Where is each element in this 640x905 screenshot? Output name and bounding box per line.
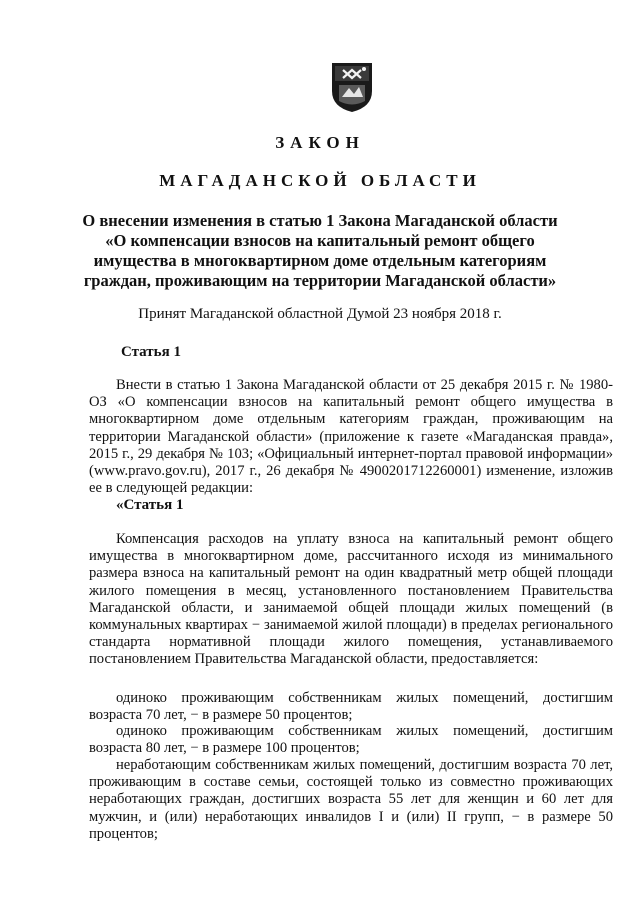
region-title: МАГАДАНСКОЙ ОБЛАСТИ <box>159 171 481 190</box>
coat-of-arms-icon <box>330 61 374 113</box>
list-item: одиноко проживающим собственникам жилых помещений, достигшим возраста 80 лет, − в размере 100 процентов; <box>89 723 613 757</box>
law-subject-text: О внесении изменения в статью 1 Закона Магаданской области «О компенсации взносов на капитальный ремонт общего имущества в многоквартирном доме отдельным категориям граждан, проживающим на территории Магаданской области» <box>82 211 558 290</box>
list-item: неработающим собственникам жилых помещений, достигшим возраста 70 лет, проживающим в составе семьи, состоящей только из совместно проживающих неработающих граждан, достигших возраста 55 лет для женщин и 60 лет для мужчин, и (или) неработающих инвалидов I и (или) II групп, − в размере 50 процентов; <box>89 757 613 842</box>
adoption-note: Принят Магаданской областной Думой 23 ноября 2018 г. <box>138 306 502 322</box>
intro-paragraph: Внести в статью 1 Закона Магаданской области от 25 декабря 2015 г. № 1980-ОЗ «О компенсации взносов на капитальный ремонт общего имущества в многоквартирном доме отдельным категориям граждан, проживающим на территории Магаданской области» (приложение к газете «Магаданская правда», 2015 г., 29 декабря № 103; «Официальный интернет-портал правовой информации» (www.pravo.gov.ru), 2017 г., 26 декабря № 4900201712260001) изменение, изложив ее в следующей редакции: <box>89 377 613 497</box>
list-item: одиноко проживающим собственникам жилых помещений, достигшим возраста 70 лет, − в размере 50 процентов; <box>89 690 613 724</box>
law-title: ЗАКОН <box>275 133 365 152</box>
compensation-paragraph: Компенсация расходов на уплату взноса на капитальный ремонт общего имущества в многоквартирном доме, рассчитанного исходя из минимального размера взноса на капитальный ремонт на один квадратный метр общей площади жилого помещения в месяц, установленного постановлением Правительства Магаданской области, и занимаемой общей площади жилых помещений (в коммунальных квартирах − занимаемой жилой площади) в пределах регионального стандарта нормативной площади жилого помещения, устанавливаемого постановлением Правительства Магаданской области, предоставляется: <box>89 531 613 668</box>
law-subject <box>0 211 640 291</box>
quoted-article-heading: «Статья 1 <box>116 497 184 513</box>
article-heading: Статья 1 <box>121 344 181 360</box>
